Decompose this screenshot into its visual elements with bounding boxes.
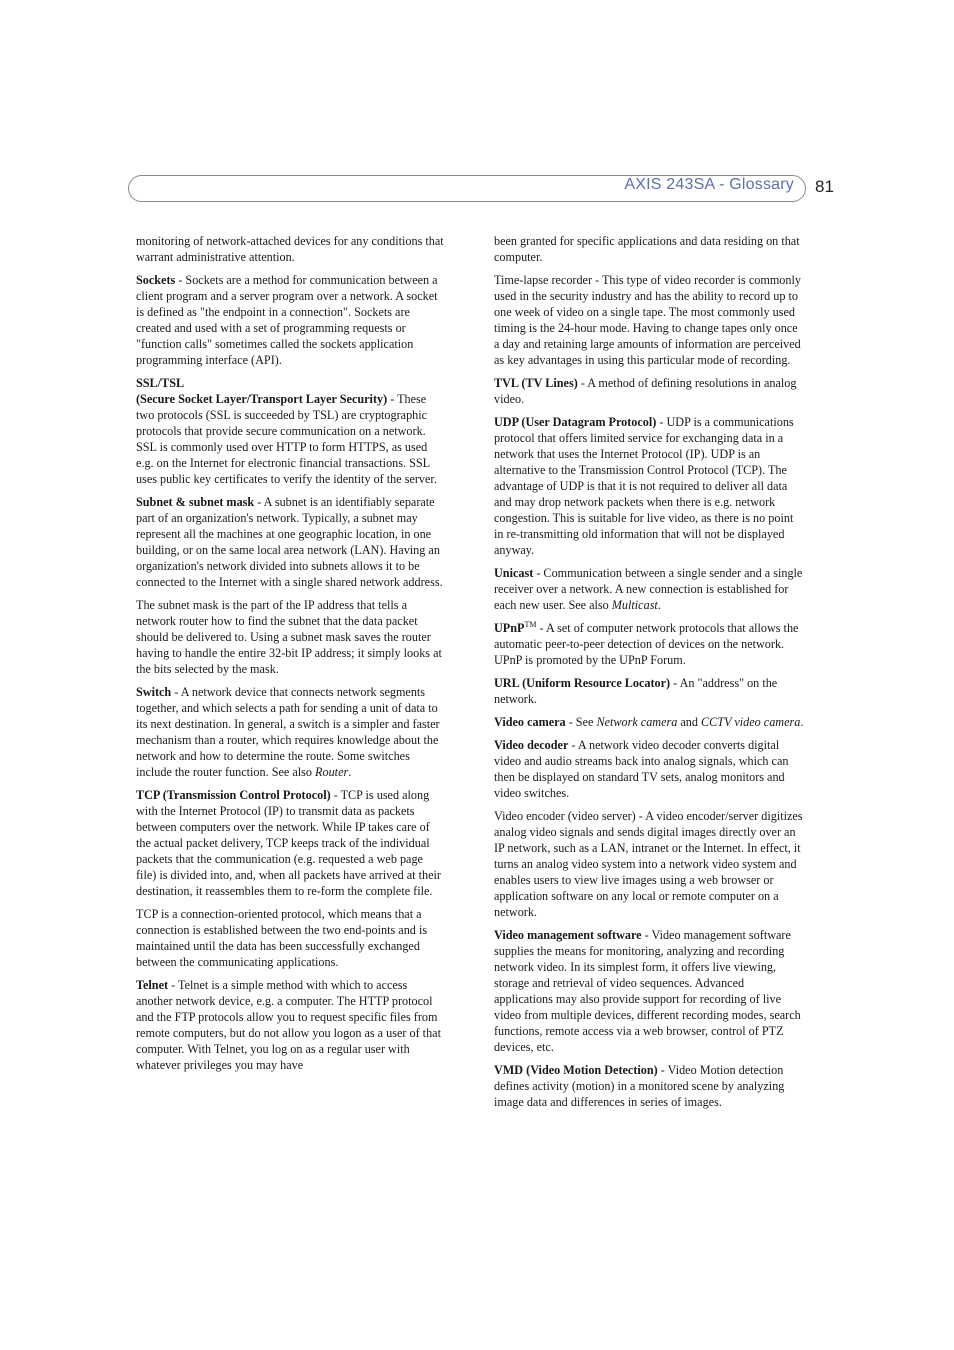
- entry-time-lapse: Time-lapse recorder - This type of video recorder is commonly used in the security industry and has the ability to record up to one week of video on a single tape. The most commonly used timing is the 24-hour mode. Having to change tapes only once a day and retaining large amounts of information are perceived as key advantages in using this particular mode of recording.: [494, 273, 801, 367]
- continued-text: monitoring of network-attached devices for any conditions that warrant administrative attention.: [136, 234, 444, 264]
- cross-reference: Router: [315, 765, 349, 779]
- entry-subnet-mask: The subnet mask is the part of the IP address that tells a network router how to find the subnet that the data packet should be delivered to. Using a subnet mask saves the router having to handle the entire 32-bit IP address; it simply looks at the bits selected by the mask.: [136, 598, 442, 676]
- entry-vms: Video management software - Video management software supplies the means for monitoring, analyzing and recording network video. In its simplest form, it offers live viewing, storage and retrieval of video sequences. Advanced applications may also provide support for recording of live video from multiple devices, different recording modes, search functions, remote access via a web browser, control of PTZ devices, etc.: [494, 928, 801, 1054]
- entry-upnp: UPnP™ - A set of computer network protocols that allows the automatic peer-to-peer detection of devices on the network. UPnP is promoted by the UPnP Forum.: [494, 619, 799, 667]
- term: TCP (Transmission Control Protocol): [136, 788, 331, 802]
- entry-tcp: TCP (Transmission Control Protocol) - TCP is used along with the Internet Protocol (IP) to transmit data as packets between computers over the network. While IP takes care of the actual packet delivery, TCP keeps track of the individual packets that the communication (e.g. requested a web page file) is divided into, and, when all packets have arrived at their destination, it reassembles them to re-form the complete file.: [136, 788, 441, 898]
- entry-telnet: Telnet - Telnet is a simple method with which to access another network device, e.g. a computer. The HTTP protocol and the FTP protocols allow you to request specific files from remote computers, but do not allow you logon as a user of that computer. With Telnet, you log on as a regular user with whatever privileges you may have: [136, 978, 441, 1072]
- term: TVL (TV Lines): [494, 376, 578, 390]
- entry-video-decoder: Video decoder - A network video decoder converts digital video and audio streams back into analog signals, which can then be displayed on standard TV sets, analog monitors and video switches.: [494, 738, 789, 800]
- entry-tcp-continued: TCP is a connection-oriented protocol, which means that a connection is established between the two end-points and is maintained until the data has been successfully exchanged between the communicating applications.: [136, 907, 428, 969]
- term: UPnP: [494, 621, 525, 635]
- left-column: [136, 233, 446, 1080]
- term: Unicast: [494, 566, 534, 580]
- header-title: AXIS 243SA - Glossary: [624, 176, 794, 193]
- cross-reference: Network camera: [596, 715, 678, 729]
- entry-switch: Switch - A network device that connects network segments together, and which selects a path for sending a unit of data to its next destination. In general, a switch is a simpler and faster mechanism than a router, which requires knowledge about the network and how to determine the route. Some switches include the router function. See also Router.: [136, 685, 440, 779]
- term: Video camera: [494, 715, 566, 729]
- entry-udp: UDP (User Datagram Protocol) - UDP is a communications protocol that offers limited service for exchanging data in a network that uses the Internet Protocol (IP). UDP is an alternative to the Transmission Control Protocol (TCP). The advantage of UDP is that it is not required to deliver all data and may drop network packets when there is e.g. network congestion. This is suitable for live video, as there is no point in re-transmitting old information that will not be displayed anyway.: [494, 415, 794, 557]
- right-column: [494, 233, 804, 1117]
- continued-text: been granted for specific applications and data residing on that computer.: [494, 234, 800, 264]
- term: Subnet & subnet mask: [136, 495, 255, 509]
- term-full: (Secure Socket Layer/Transport Layer Security): [136, 392, 388, 406]
- term: Video management software: [494, 928, 642, 942]
- cross-reference: Multicast: [611, 598, 658, 612]
- entry-unicast: Unicast - Communication between a single sender and a single receiver over a network. A new connection is established for each new user. See also Multicast.: [494, 566, 803, 612]
- term: Telnet: [136, 978, 169, 992]
- trademark: TM: [524, 619, 537, 629]
- term: Sockets: [136, 273, 176, 287]
- term: Video decoder: [494, 738, 569, 752]
- entry-url: URL (Uniform Resource Locator) - An "address" on the network.: [494, 676, 778, 706]
- entry-tvl: TVL (TV Lines) - A method of defining resolutions in analog video.: [494, 376, 797, 406]
- term: UDP (User Datagram Protocol): [494, 415, 657, 429]
- cross-reference: CCTV video camera: [701, 715, 801, 729]
- term: URL (Uniform Resource Locator): [494, 676, 671, 690]
- entry-subnet: Subnet & subnet mask - A subnet is an identifiably separate part of an organization's network. Typically, a subnet may represent all the machines at one geographic location, in one building, or on the same local area network (LAN). Having an organization's network divided into subnets allows it to be connected to the Internet with a single shared network address.: [136, 495, 443, 589]
- term: VMD (Video Motion Detection): [494, 1063, 658, 1077]
- entry-vmd: VMD (Video Motion Detection) - Video Motion detection defines activity (motion) in a monitored scene by analyzing image data and differences in series of images.: [494, 1063, 785, 1109]
- term: Switch: [136, 685, 172, 699]
- entry-ssl-tsl: SSL/TSL (Secure Socket Layer/Transport Layer Security) - These two protocols (SSL is succeeded by TSL) are cryptographic protocols that provide secure communication on a network. SSL is commonly used over HTTP to form HTTPS, as used e.g. on the Internet for electronic financial transactions. SSL uses public key certificates to verify the identity of the server.: [136, 375, 446, 487]
- entry-sockets: Sockets - Sockets are a method for communication between a client program and a server program over a network. A socket is defined as "the endpoint in a connection". Sockets are created and used with a set of programming requests or "function calls" sometimes called the sockets application programming interface (API).: [136, 273, 438, 367]
- entry-video-encoder: Video encoder (video server) - A video encoder/server digitizes analog video signals and sends digital images directly over an IP network, such as a LAN, intranet or the Internet. In effect, it turns an analog video system into a network video system and enables users to view live images using a web browser or application software on any local or remote computer on a network.: [494, 809, 803, 919]
- page-number: 81: [815, 177, 834, 196]
- entry-video-camera: Video camera - See Network camera and CCTV video camera.: [494, 715, 804, 729]
- term: SSL/TSL: [136, 376, 185, 390]
